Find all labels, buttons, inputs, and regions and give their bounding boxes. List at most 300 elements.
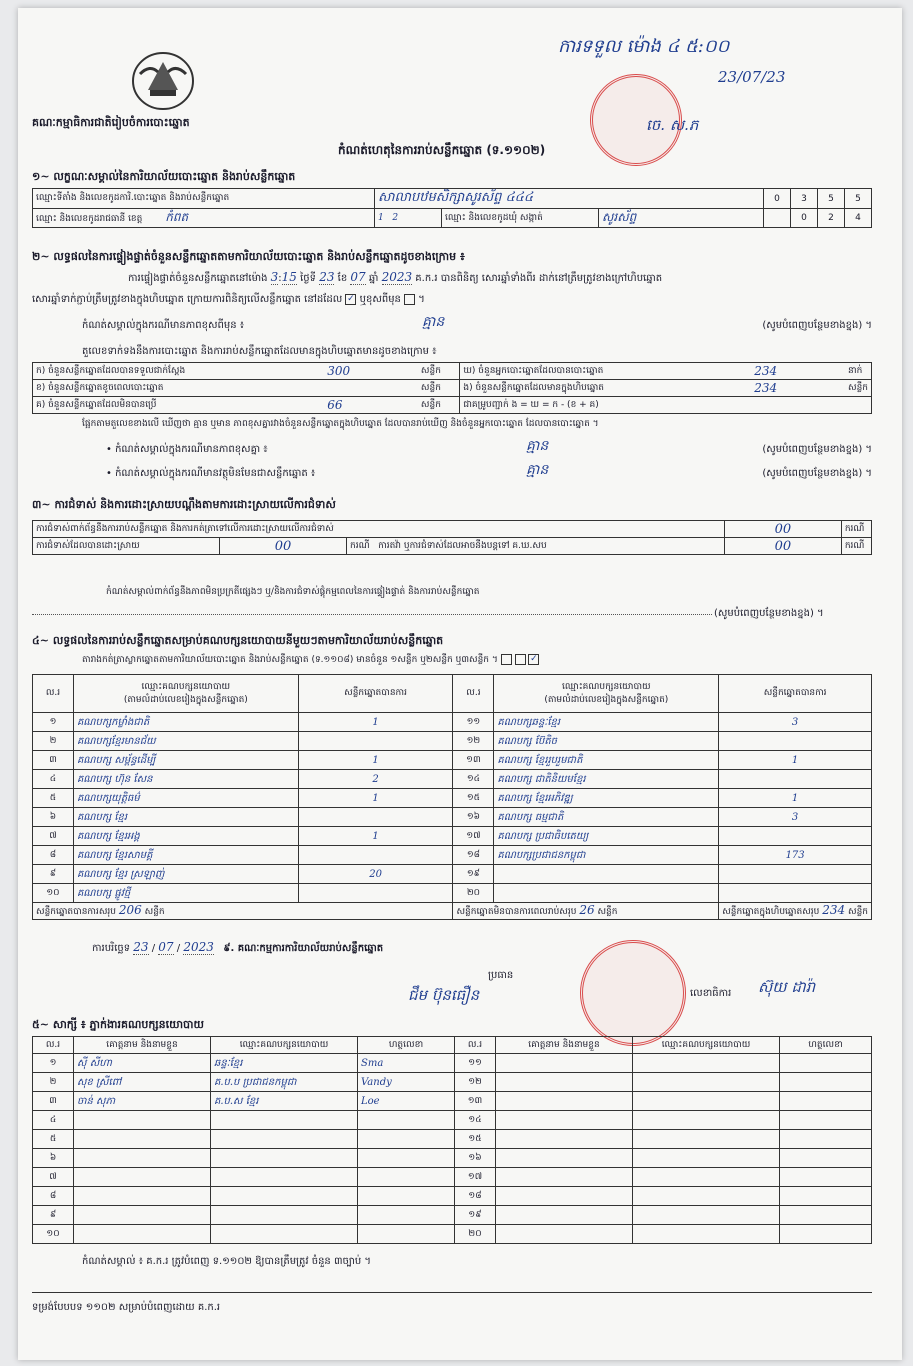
document-sheet bbox=[18, 8, 902, 1360]
s2-seal-diff-checkbox[interactable] bbox=[404, 294, 415, 305]
section2-heading: ២~ លទ្ធផលនៃការផ្ទៀងផ្ទាត់ចំនួនសន្លឹកឆ្នោតតាមការិយាល័យបោះឆ្នោត និងរាប់សន្លឹកឆ្នោតដូចខាងក្រោម ៖ bbox=[32, 250, 465, 263]
s3-row2-unit: ករណី bbox=[350, 540, 370, 551]
s4-col-votes-right: សន្លឹកឆ្នោតបានការ bbox=[719, 675, 872, 713]
s4-secretary-signature: ស៊ុយ ដារ៉ា bbox=[758, 978, 816, 996]
s5-no-left: ១០ bbox=[33, 1225, 74, 1244]
s5-col-sign-left: ហត្ថលេខា bbox=[358, 1037, 455, 1054]
s2-seal-same-checkbox[interactable]: ✓ bbox=[347, 293, 355, 304]
s5-sign-right bbox=[780, 1206, 872, 1225]
s2-note-line bbox=[82, 314, 872, 333]
s1-province-label: ឈ្មោះ និងលេខកូដរាជធានី ខេត្ត bbox=[36, 214, 143, 224]
s4-total-box: 234 bbox=[822, 903, 846, 917]
s1-province-code-2: 2 bbox=[392, 213, 399, 223]
section4-results-table bbox=[32, 674, 872, 920]
s2-bullet1 bbox=[106, 438, 872, 457]
s5-party-right bbox=[633, 1130, 780, 1149]
s2-row-c-label: គ) ចំនួនសន្លឹកឆ្នោតដែលមិនបានប្រើ bbox=[33, 397, 325, 414]
s5-witness-row bbox=[33, 1187, 872, 1206]
s4-no-left: ៤ bbox=[33, 770, 74, 789]
s5-name-right bbox=[496, 1092, 633, 1111]
s5-party-left bbox=[211, 1149, 358, 1168]
s5-name-left: ស៊ី សីហា bbox=[74, 1054, 211, 1073]
s5-party-right bbox=[633, 1187, 780, 1206]
s4-votes-right bbox=[719, 827, 872, 846]
s4-no-right: ១៩ bbox=[453, 865, 494, 884]
s4-party-right: គណបក្ស ប្រជាធិបតេយ្យ bbox=[494, 827, 719, 846]
s5-sign-right bbox=[780, 1073, 872, 1092]
s4-party-right: គណបក្ស ខ្មែររួបរួមជាតិ bbox=[494, 751, 719, 770]
s2-note-label: កំណត់សម្គាល់ក្នុងករណីមានភាពខុសពីមុន ៖ bbox=[82, 320, 245, 331]
s5-no-right: ២០ bbox=[455, 1225, 496, 1244]
s4-votes-left: 2 bbox=[298, 770, 453, 789]
s4-intro bbox=[82, 654, 539, 667]
s4-votes-left: 1 bbox=[298, 789, 453, 808]
nec-emblem-icon bbox=[130, 50, 196, 112]
s5-name-right bbox=[496, 1130, 633, 1149]
s5-name-left bbox=[74, 1130, 211, 1149]
s4-votes-right bbox=[719, 884, 872, 903]
s4-date-year: 2023 bbox=[183, 940, 214, 954]
s5-no-left: ៦ bbox=[33, 1149, 74, 1168]
s5-witness-body bbox=[33, 1054, 872, 1244]
s5-name-right bbox=[496, 1054, 633, 1073]
s4-party-left: គណបក្ស ខ្មែរសាមគ្គី bbox=[73, 846, 298, 865]
s2-seal-text: សោរឆ្នាំទាក់ភ្ជាប់ត្រឹមត្រូវខាងក្នុងហិបឆ្នោត ក្រោយការពិនិត្យលើសន្លឹកឆ្នោត នៅដដែល bbox=[32, 294, 343, 305]
s2-row-c-value: 66 bbox=[324, 397, 418, 414]
s5-sign-left bbox=[358, 1206, 455, 1225]
s2-row-c-unit: សន្លឹក bbox=[418, 397, 460, 414]
s4-sheets-3-checkbox[interactable]: ✓ bbox=[530, 654, 538, 664]
s5-no-right: ១៣ bbox=[455, 1092, 496, 1111]
s2-formula: ជាគម្រូបញ្ជាក់ ង = ឃ = ក - (ខ + គ) bbox=[460, 397, 872, 414]
s2-row-b-value bbox=[324, 380, 418, 397]
section5-heading: ៥~ សាក្សី ៖ ភ្នាក់ងារគណបក្សនយោបាយ bbox=[32, 1018, 205, 1031]
committee-name: គណៈកម្មាធិការជាតិរៀបចំការបោះឆ្នោត bbox=[32, 116, 190, 129]
s1-commune-value: សូរស័ព្ទ bbox=[599, 209, 764, 228]
s3-note: កំណត់សម្គាល់ពាក់ព័ន្ធនឹងភាពមិនប្រក្រតីផ្សេងៗ ឬ/និងការជំទាស់ផ្តុំកម្មពេលនៃការផ្ទៀងផ្ទាត់ និងការរាប់សន្លឹកឆ្នោត bbox=[106, 587, 480, 597]
s5-no-right: ១២ bbox=[455, 1073, 496, 1092]
s4-total-invalid-unit: សន្លឹក bbox=[597, 907, 618, 917]
s5-col-name-left: គោត្តនាម និងនាមខ្លួន bbox=[74, 1037, 211, 1054]
s5-sign-right bbox=[780, 1111, 872, 1130]
s5-no-right: ១៤ bbox=[455, 1111, 496, 1130]
s3-row2-cell bbox=[347, 538, 725, 555]
s5-note: កំណត់សម្គាល់ ៖ គ.ក.រ ត្រូវបំពេញ ទ.១១០២ ឱ្យបានត្រឹមត្រូវ ចំនួន ៣ច្បាប់ ។ bbox=[82, 1256, 371, 1267]
s5-no-right: ១៥ bbox=[455, 1130, 496, 1149]
s5-party-left bbox=[211, 1168, 358, 1187]
s4-no-right: ១៧ bbox=[453, 827, 494, 846]
s2-seal-line: សោរឆ្នាំទាក់ភ្ជាប់ត្រឹមត្រូវខាងក្នុងហិបឆ្នោត ក្រោយការពិនិត្យលើសន្លឹកឆ្នោត នៅដដែល ✓ ឬខុសពីមុន ។ bbox=[32, 293, 425, 305]
s2-row-b-label: ខ) ចំនួនសន្លឹកឆ្នោតខូចពេលបោះឆ្នោត bbox=[33, 380, 325, 397]
s2-row-a-unit: សន្លឹក bbox=[418, 363, 460, 380]
s4-no-left: ១ bbox=[33, 713, 74, 732]
s4-votes-right: 3 bbox=[719, 713, 872, 732]
s4-col-party-right-sub: (តាមលំដាប់លេខរៀងក្នុងសន្លឹកឆ្នោត) bbox=[544, 694, 669, 705]
s5-col-party-left: ឈ្មោះគណបក្សនយោបាយ bbox=[211, 1037, 358, 1054]
s5-sign-left bbox=[358, 1168, 455, 1187]
s5-col-name-right: គោត្តនាម និងនាមខ្លួន bbox=[496, 1037, 633, 1054]
s5-name-left bbox=[74, 1225, 211, 1244]
s5-name-left bbox=[74, 1149, 211, 1168]
s3-note-suffix: (សូមបំពេញបន្ថែមខាងខ្នង) ។ bbox=[714, 608, 824, 619]
s2-bullet1-label: • កំណត់សម្គាល់ក្នុងករណីមានភាពខុសគ្នា ៖ bbox=[106, 444, 268, 455]
s2-note-suffix: (សូមបំពេញបន្ថែមខាងខ្នង) ។ bbox=[762, 320, 872, 331]
s4-date-month: 07 bbox=[158, 940, 174, 954]
form-title: កំណត់ហេតុនៃការរាប់សន្លឹកឆ្នោត (ទ.១១០២) bbox=[338, 143, 546, 157]
s4-votes-right bbox=[719, 770, 872, 789]
s4-party-left: គណបក្ស ខ្មែរអង្គ bbox=[73, 827, 298, 846]
footer-divider bbox=[32, 1292, 872, 1293]
s4-party-right bbox=[494, 865, 719, 884]
s4-no-right: ១៥ bbox=[453, 789, 494, 808]
s4-total-valid-unit: សន្លឹក bbox=[144, 907, 165, 917]
s3-row2-value: 00 bbox=[220, 538, 347, 555]
received-initials: ចេ. ស.ភ bbox=[646, 116, 699, 134]
s5-party-right bbox=[633, 1168, 780, 1187]
s5-sign-left bbox=[358, 1187, 455, 1206]
section4-heading: ៤~ លទ្ធផលនៃការរាប់សន្លឹកឆ្នោតសម្រាប់គណបក្សនយោបាយនីមួយៗតាមការិយាល័យរាប់សន្លឹកឆ្នោត bbox=[32, 634, 444, 647]
s4-result-row bbox=[33, 827, 872, 846]
s5-witness-row bbox=[33, 1054, 872, 1073]
s4-votes-left: 1 bbox=[298, 751, 453, 770]
s1-code-2: 3 bbox=[791, 189, 818, 209]
s1-commune-code-3: 4 bbox=[845, 209, 872, 228]
s5-sign-left bbox=[358, 1225, 455, 1244]
s4-no-left: ២ bbox=[33, 732, 74, 751]
s3-row2-label2: ការតវ៉ា ឬការជំទាស់ដែលអាចនឹងបន្តទៅ គ.ឃ.សប bbox=[378, 540, 547, 551]
s4-votes-right bbox=[719, 732, 872, 751]
s1-code-3: 5 bbox=[818, 189, 845, 209]
s5-party-left bbox=[211, 1206, 358, 1225]
s4-results-body bbox=[33, 713, 872, 903]
s4-total-box-label: សន្លឹកឆ្នោតក្នុងហិបឆ្នោតសរុប bbox=[722, 907, 820, 917]
s4-col-no-left: ល.រ bbox=[33, 675, 74, 713]
s5-party-left: គ.ប.ប ប្រជាជនកម្ពុជា bbox=[211, 1073, 358, 1092]
s4-votes-left bbox=[298, 808, 453, 827]
s5-no-left: ៩ bbox=[33, 1206, 74, 1225]
s2-row-e-value: 234 bbox=[751, 380, 845, 397]
s5-name-left: ចាន់ សុភា bbox=[74, 1092, 211, 1111]
s4-votes-right: 1 bbox=[719, 789, 872, 808]
s4-no-left: ៨ bbox=[33, 846, 74, 865]
s5-name-right bbox=[496, 1168, 633, 1187]
s4-no-left: ១០ bbox=[33, 884, 74, 903]
s5-witness-row bbox=[33, 1225, 872, 1244]
s2-time-line: ការផ្ទៀងផ្ទាត់ចំនួនសន្លឹកឆ្នោតនៅម៉ោង 3:15 ថ្ងៃទី 23 ខែ 07 ឆ្នាំ 2023 គ.ក.រ បានពិនិត្យ សោរឆ្នាំទាំងពីរ ដាក់នៅត្រឹមត្រូវខាងក្រៅហិបឆ្នោត bbox=[128, 270, 663, 284]
s3-row1-label: ការជំទាស់ពាក់ព័ន្ធនឹងការរាប់សន្លឹកឆ្នោត និងការកត់ត្រាទៅលើការដោះស្រាយលើការជំទាស់ bbox=[33, 521, 725, 538]
s5-party-right bbox=[633, 1092, 780, 1111]
s5-name-left bbox=[74, 1111, 211, 1130]
s5-sign-right bbox=[780, 1225, 872, 1244]
s5-party-right bbox=[633, 1111, 780, 1130]
s5-party-right bbox=[633, 1225, 780, 1244]
s2-month-label: ខែ bbox=[337, 273, 348, 284]
s5-party-left bbox=[211, 1111, 358, 1130]
s1-code-1: 0 bbox=[764, 189, 791, 209]
s4-date-day: 23 bbox=[133, 940, 149, 954]
s3-row1-unit: ករណី bbox=[841, 521, 871, 538]
s4-no-right: ១១ bbox=[453, 713, 494, 732]
s2-bullet2-label: • កំណត់សម្គាល់ក្នុងករណីមានវត្ថុមិនមែនជាសន្លឹកឆ្នោត ៖ bbox=[106, 468, 316, 479]
s2-note-value: គ្មាន bbox=[422, 314, 445, 330]
s5-name-left bbox=[74, 1168, 211, 1187]
s5-col-sign-right: ហត្ថលេខា bbox=[780, 1037, 872, 1054]
s5-sign-left bbox=[358, 1111, 455, 1130]
s4-no-left: ៥ bbox=[33, 789, 74, 808]
s4-president-signature: ជឹម ប៊ុនធឿន bbox=[408, 986, 480, 1004]
s4-total-box-cell bbox=[719, 903, 872, 920]
s4-sheets-2-checkbox[interactable] bbox=[515, 654, 526, 665]
s4-votes-left bbox=[298, 846, 453, 865]
s4-votes-left: 1 bbox=[298, 713, 453, 732]
s2-row-e-label: ង) ចំនួនសន្លឹកឆ្នោតដែលមានក្នុងហិបឆ្នោត bbox=[460, 380, 751, 397]
s4-no-right: ១៣ bbox=[453, 751, 494, 770]
s4-party-left: គណបក្សខ្មែរមានជ័យ bbox=[73, 732, 298, 751]
s5-party-left: ឆន្ទៈខ្មែរ bbox=[211, 1054, 358, 1073]
s4-col-no-right: ល.រ bbox=[453, 675, 494, 713]
s2-row-b-unit: សន្លឹក bbox=[418, 380, 460, 397]
s2-row-c bbox=[33, 397, 872, 414]
s4-no-left: ៧ bbox=[33, 827, 74, 846]
s4-votes-right: 1 bbox=[719, 751, 872, 770]
s4-secretary-label: លេខាធិការ bbox=[690, 988, 732, 999]
s1-province-code bbox=[375, 209, 442, 228]
s2-bullet1-suffix: (សូមបំពេញបន្ថែមខាងខ្នង) ។ bbox=[762, 444, 872, 455]
s5-witness-row bbox=[33, 1206, 872, 1225]
s5-sign-left: Vandy bbox=[358, 1073, 455, 1092]
s5-no-left: ៣ bbox=[33, 1092, 74, 1111]
s5-no-left: ៨ bbox=[33, 1187, 74, 1206]
s4-no-right: ១២ bbox=[453, 732, 494, 751]
s4-date-line: ការបរិច្ឆេទ 23 / 07 / 2023 ៩. គណៈកម្មការការិយាល័យរាប់សន្លឹកឆ្នោត bbox=[92, 940, 384, 954]
s1-code-4: 5 bbox=[845, 189, 872, 209]
s4-party-left: គណបក្ស ផ្លូវថ្មី bbox=[73, 884, 298, 903]
s5-col-no-right: ល.រ bbox=[455, 1037, 496, 1054]
s5-sign-right bbox=[780, 1168, 872, 1187]
s4-no-left: ៩ bbox=[33, 865, 74, 884]
s4-col-party-left-title: ឈ្មោះគណបក្សនយោបាយ bbox=[141, 681, 231, 692]
s3-row2-unit2: ករណី bbox=[841, 538, 871, 555]
s5-party-right bbox=[633, 1073, 780, 1092]
s5-sign-right bbox=[780, 1149, 872, 1168]
s5-party-left: គ.ប.ស ខ្មែរ bbox=[211, 1092, 358, 1111]
s4-result-row bbox=[33, 884, 872, 903]
s4-votes-right: 173 bbox=[719, 846, 872, 865]
s4-party-right: គណបក្ស ធម្មជាតិ bbox=[494, 808, 719, 827]
s4-result-row bbox=[33, 751, 872, 770]
s4-intro-text: តារាងកត់ត្រាស្លាកឆ្នោតតាមការិយាល័យបោះឆ្នោត និងរាប់សន្លឹកឆ្នោត (ទ.១១០៨) មានចំនួន ១សន្លឹក ឬ២សន្លឹក ឬ៣សន្លឹក ។ bbox=[82, 655, 498, 665]
s4-total-box-unit: សន្លឹក bbox=[848, 907, 868, 917]
s4-total-valid-cell bbox=[33, 903, 453, 920]
section5-witness-table bbox=[32, 1036, 872, 1244]
s4-party-left: គណបក្ស ខ្មែរ ស្រឡាញ់ bbox=[73, 865, 298, 884]
s5-party-left bbox=[211, 1130, 358, 1149]
s5-witness-row bbox=[33, 1130, 872, 1149]
s4-no-left: ៦ bbox=[33, 808, 74, 827]
section3-heading: ៣~ ការជំទាស់ និងការដោះស្រាយបណ្តឹងតាមការដោះស្រាយលើការជំទាស់ bbox=[32, 498, 336, 511]
s1-row1-value: សាលាបឋមសិក្សាសូរស័ព្ទ ៤៤៤ bbox=[375, 189, 764, 209]
s4-total-invalid: 26 bbox=[579, 903, 595, 917]
s5-name-right bbox=[496, 1073, 633, 1092]
s5-no-left: ៥ bbox=[33, 1130, 74, 1149]
s2-row-d-value: 234 bbox=[751, 363, 845, 380]
s1-commune-code-1: 0 bbox=[791, 209, 818, 228]
s4-party-left: គណបក្សកម្លាំងជាតិ bbox=[73, 713, 298, 732]
received-note-text: ការទទួល ម៉ោង ៤ ៥:០០ bbox=[558, 36, 730, 57]
s5-witness-row bbox=[33, 1168, 872, 1187]
s3-row2-label: ការជំទាស់ដែលបានដោះស្រាយ bbox=[33, 538, 220, 555]
s2-time-pre: ការផ្ទៀងផ្ទាត់ចំនួនសន្លឹកឆ្នោតនៅម៉ោង bbox=[128, 273, 268, 284]
s2-time-min: 15 bbox=[281, 270, 297, 284]
s4-col-party-left bbox=[73, 675, 298, 713]
s1-row1-label: ឈ្មោះទីតាំង និងលេខកូដការិ.បោះឆ្នោត និងរាប់សន្លឹកឆ្នោត bbox=[33, 189, 375, 209]
s2-year: 2023 bbox=[381, 270, 413, 284]
s4-votes-left bbox=[298, 884, 453, 903]
s2-time-hour: 3 bbox=[270, 270, 279, 284]
s4-result-row bbox=[33, 713, 872, 732]
s2-time-post: គ.ក.រ បានពិនិត្យ សោរឆ្នាំទាំងពីរ ដាក់នៅត្រឹមត្រូវខាងក្រៅហិបឆ្នោត bbox=[415, 273, 663, 284]
s5-no-right: ១១ bbox=[455, 1054, 496, 1073]
section3-table bbox=[32, 520, 872, 555]
s4-committee-label: ៩. គណៈកម្មការការិយាល័យរាប់សន្លឹកឆ្នោត bbox=[223, 943, 384, 954]
s2-row-a-label: ក) ចំនួនសន្លឹកឆ្នោតដែលបានទទួលជាក់ស្តែង bbox=[33, 363, 325, 380]
s4-votes-left: 1 bbox=[298, 827, 453, 846]
s4-col-votes-left: សន្លឹកឆ្នោតបានការ bbox=[298, 675, 453, 713]
s4-result-row bbox=[33, 808, 872, 827]
s4-col-party-right bbox=[494, 675, 719, 713]
s1-province-value: កំពត bbox=[165, 210, 189, 224]
s5-name-left bbox=[74, 1187, 211, 1206]
s5-name-left: សុខ ស្រីពៅ bbox=[74, 1073, 211, 1092]
s2-bullet2-value: គ្មាន bbox=[526, 462, 549, 478]
s4-no-right: ១៤ bbox=[453, 770, 494, 789]
s5-no-right: ១៨ bbox=[455, 1187, 496, 1206]
s5-name-left bbox=[74, 1206, 211, 1225]
s2-day-label: ថ្ងៃទី bbox=[300, 273, 316, 284]
s2-month: 07 bbox=[350, 270, 366, 284]
s5-party-right bbox=[633, 1149, 780, 1168]
s5-party-right bbox=[633, 1054, 780, 1073]
s5-witness-row bbox=[33, 1073, 872, 1092]
s5-name-right bbox=[496, 1206, 633, 1225]
s5-witness-row bbox=[33, 1111, 872, 1130]
s4-party-right: គណបក្សប្រជាជនកម្ពុជា bbox=[494, 846, 719, 865]
s5-sign-left bbox=[358, 1149, 455, 1168]
s4-party-right: គណបក្ស ប៊ែតិច bbox=[494, 732, 719, 751]
s4-president-label: ប្រធាន bbox=[488, 970, 514, 981]
s2-bullet1-value: គ្មាន bbox=[526, 438, 549, 454]
s4-total-invalid-label: សន្លឹកឆ្នោតមិនបានការពេលរាប់សរុប bbox=[456, 907, 577, 917]
s4-col-party-right-title: ឈ្មោះគណបក្សនយោបាយ bbox=[562, 681, 651, 692]
s2-row-a bbox=[33, 363, 872, 380]
s4-result-row bbox=[33, 846, 872, 865]
s4-no-right: ១៦ bbox=[453, 808, 494, 827]
s4-no-right: ១៨ bbox=[453, 846, 494, 865]
s5-name-right bbox=[496, 1225, 633, 1244]
s5-name-right bbox=[496, 1149, 633, 1168]
section1-table bbox=[32, 188, 872, 228]
s4-result-row bbox=[33, 865, 872, 884]
s4-party-right bbox=[494, 884, 719, 903]
s4-party-right: គណបក្សឆន្ទៈខ្មែរ bbox=[494, 713, 719, 732]
s5-witness-row bbox=[33, 1149, 872, 1168]
s5-name-right bbox=[496, 1111, 633, 1130]
s5-no-left: ៤ bbox=[33, 1111, 74, 1130]
s5-party-left bbox=[211, 1225, 358, 1244]
s4-no-right: ២០ bbox=[453, 884, 494, 903]
received-note bbox=[558, 34, 729, 61]
s4-date-label: ការបរិច្ឆេទ bbox=[92, 943, 131, 954]
s5-sign-right bbox=[780, 1187, 872, 1206]
s2-day: 23 bbox=[319, 270, 335, 284]
s4-votes-right: 3 bbox=[719, 808, 872, 827]
s5-witness-row bbox=[33, 1092, 872, 1111]
s4-total-valid-label: សន្លឹកឆ្នោតបានការសរុប bbox=[36, 907, 116, 917]
s3-note-line bbox=[32, 606, 712, 615]
s2-row-d-unit: នាក់ bbox=[845, 363, 872, 380]
s4-party-left: គណបក្ស ខ្មែរ bbox=[73, 808, 298, 827]
s5-sign-right bbox=[780, 1092, 872, 1111]
section2-table bbox=[32, 362, 872, 414]
s2-row-e-unit: សន្លឹក bbox=[845, 380, 872, 397]
s1-province-code-1: 1 bbox=[378, 213, 384, 223]
s1-commune-label: ឈ្មោះ និងលេខកូដឃុំ សង្កាត់ bbox=[442, 209, 599, 228]
s5-sign-left bbox=[358, 1130, 455, 1149]
s5-no-right: ១៦ bbox=[455, 1149, 496, 1168]
s2-check-line: ផ្អែកតាមតួលេខខាងលើ ឃើញថា គ្មាន ឬមាន ភាពខុសគ្នារវាងចំនួនសន្លឹកឆ្នោតក្នុងហិបឆ្នោត ដែលបានរាប់ឃើញ និងចំនួនអ្នកបោះឆ្នោត ដែលបានបោះឆ្នោត ។ bbox=[82, 419, 599, 429]
s5-no-left: ៧ bbox=[33, 1168, 74, 1187]
s5-no-right: ១៩ bbox=[455, 1206, 496, 1225]
section1-heading: ១~ លក្ខណៈសម្គាល់នៃការិយាល័យបោះឆ្នោត និងរាប់សន្លឹកឆ្នោត bbox=[32, 170, 296, 183]
s4-result-row bbox=[33, 732, 872, 751]
s5-no-left: ១ bbox=[33, 1054, 74, 1073]
s5-party-right bbox=[633, 1206, 780, 1225]
s4-party-left: គណបក្ស ហ៊ុន សែន bbox=[73, 770, 298, 789]
s5-sign-left: Loe bbox=[358, 1092, 455, 1111]
s2-seal-diff-label: ឬខុសពីមុន bbox=[359, 294, 401, 305]
s5-sign-right bbox=[780, 1130, 872, 1149]
s5-name-right bbox=[496, 1187, 633, 1206]
s2-row-a-value: 300 bbox=[324, 363, 418, 380]
s4-votes-right bbox=[719, 865, 872, 884]
s3-row2-value2: 00 bbox=[724, 538, 841, 555]
s5-party-left bbox=[211, 1187, 358, 1206]
s3-row1-value: 00 bbox=[724, 521, 841, 538]
s2-row-d-label: ឃ) ចំនួនអ្នកបោះឆ្នោតដែលបានបោះឆ្នោត bbox=[460, 363, 751, 380]
s2-year-label: ឆ្នាំ bbox=[368, 273, 379, 284]
s5-col-no-left: ល.រ bbox=[33, 1037, 74, 1054]
s2-bullet2 bbox=[106, 462, 872, 481]
s4-party-left: គណបក្ស សម្ព័ន្ធដើម្បី bbox=[73, 751, 298, 770]
s4-total-valid: 206 bbox=[118, 903, 142, 917]
s4-col-party-left-sub: (តាមលំដាប់លេខរៀងក្នុងសន្លឹកឆ្នោត) bbox=[123, 694, 248, 705]
s4-result-row bbox=[33, 789, 872, 808]
s5-col-party-right: ឈ្មោះគណបក្សនយោបាយ bbox=[633, 1037, 780, 1054]
s5-no-right: ១៧ bbox=[455, 1168, 496, 1187]
s4-no-left: ៣ bbox=[33, 751, 74, 770]
s4-votes-left bbox=[298, 732, 453, 751]
s2-row-b bbox=[33, 380, 872, 397]
s4-sheets-1-checkbox[interactable] bbox=[501, 654, 512, 665]
official-stamp-bottom bbox=[580, 940, 686, 1046]
s2-bullet2-suffix: (សូមបំពេញបន្ថែមខាងខ្នង) ។ bbox=[762, 468, 872, 479]
s4-party-right: គណបក្ស ជាតិនិយមខ្មែរ bbox=[494, 770, 719, 789]
s1-row2-label bbox=[33, 209, 375, 228]
s4-party-left: គណបក្សយុត្តិធម៌ bbox=[73, 789, 298, 808]
received-date: 23/07/23 bbox=[718, 68, 786, 86]
s4-total-invalid-cell bbox=[453, 903, 719, 920]
footer-text: ទម្រង់បែបបទ ១១០២ សម្រាប់បំពេញដោយ គ.ក.រ bbox=[32, 1302, 221, 1313]
